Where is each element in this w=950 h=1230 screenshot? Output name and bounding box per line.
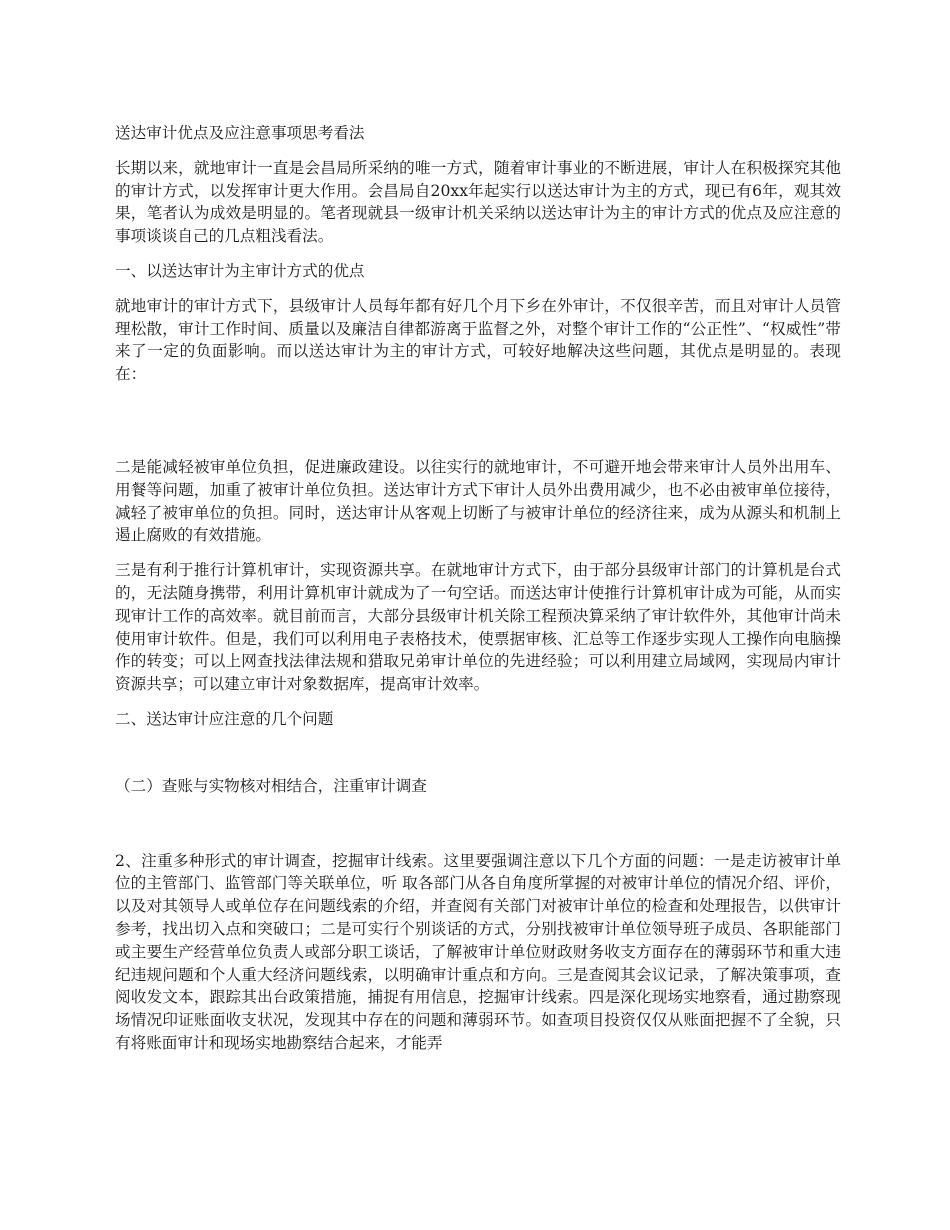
section-heading-advantages: 一、以送达审计为主审计方式的优点 <box>115 261 365 280</box>
paragraph-point-three: 三是有利于推行计算机审计，实现资源共享。在就地审计方式下，由于部分县级审计部门的计算机是台式的，无法随身携带，利用计算机审计就成为了一句空话。而送达审计使推行计算机审计成为可能，从而实现审计工作的高效率。就目前而言，大部分县级审计机关除工程预决算采纳了审计软件外，其他审计尚未使用审计软件。但是，我们可以利用电子表格技术，使票据审核、汇总等工作逐步实现人工操作向电脑操作的转变；可以上网查找法律法规和猎取兄弟审计单位的先进经验；可以利用建立局域网，实现局内审计资源共享；可以建立审计对象数据库，提高审计效率。 <box>115 561 841 694</box>
blank-gap <box>115 743 841 775</box>
section-heading-issues: 二、送达审计应注意的几个问题 <box>115 709 334 728</box>
paragraph-onsite-audit: 就地审计的审计方式下，县级审计人员每年都有好几个月下乡在外审计，不仅很辛苦，而且对审计人员管理松散，审计工作时间、质量以及廉洁自律都游离于监督之外，对整个审计工作的“公正性”、“权威性”带来了一定的负面影响。而以送达审计为主的审计方式，可较好地解决这些问题，其优点是明显的。表现在： <box>115 296 841 384</box>
document-title: 送达审计优点及应注意事项思考看法 <box>115 124 365 142</box>
paragraph-item-two: 2、注重多种形式的审计调查，挖掘审计线索。这里要强调注意以下几个方面的问题：一是走访被审计单位的主管部门、监管部门等关联单位，听 取各部门从各自角度所掌握的对被审计单位的情况介绍、评价，以及对其领导人或单位存在问题线索的介绍，并查阅有关部门对被审计单位的检查和处理报告，以供审计参考，找出切入点和突破口；二是可实行个别谈话的方式，分别找被审计单位领导班子成员、各职能部门或主要生产经营单位负责人或部分职工谈话，了解被审计单位财政财务收支方面存在的薄弱环节和重大违纪违规问题和个人重大经济问题线索，以明确审计重点和方向。三是查阅其会议记录，了解决策事项，查阅收发文本，跟踪其出台政策措施，捕捉有用信息，挖掘审计线索。四是深化现场实地察看，通过勘察现场情况印证账面收支状况，发现其中存在的问题和薄弱环节。如查项目投资仅仅从账面把握不了全貌，只有将账面审计和现场实地勘察结合起来，才能弄 <box>115 851 841 1052</box>
blank-gap <box>115 398 841 456</box>
paragraph-point-two: 二是能减轻被审单位负担，促进廉政建设。以往实行的就地审计，不可避开地会带来审计人员外出用车、用餐等问题，加重了被审计单位负担。送达审计方式下审计人员外出费用减少，也不必由被审单位接待，减轻了被审单位的负担。同时，送达审计从客观上切断了与被审计单位的经济往来，成为从源头和机制上遏止腐败的有效措施。 <box>115 457 841 545</box>
subsection-heading-two: （二）查账与实物核对相结合，注重审计调查 <box>115 776 427 795</box>
blank-gap <box>115 810 841 850</box>
document-body <box>115 122 841 1067</box>
paragraph-intro: 长期以来，就地审计一直是会昌局所采纳的唯一方式，随着审计事业的不断进展，审计人在积极探究其他的审计方式，以发挥审计更大作用。会昌局自20xx年起实行以送达审计为主的方式，现已有6年，观其效果，笔者认为成效是明显的。笔者现就县一级审计机关采纳以送达审计为主的审计方式的优点及应注意的事项谈谈自己的几点粗浅看法。 <box>115 158 841 246</box>
